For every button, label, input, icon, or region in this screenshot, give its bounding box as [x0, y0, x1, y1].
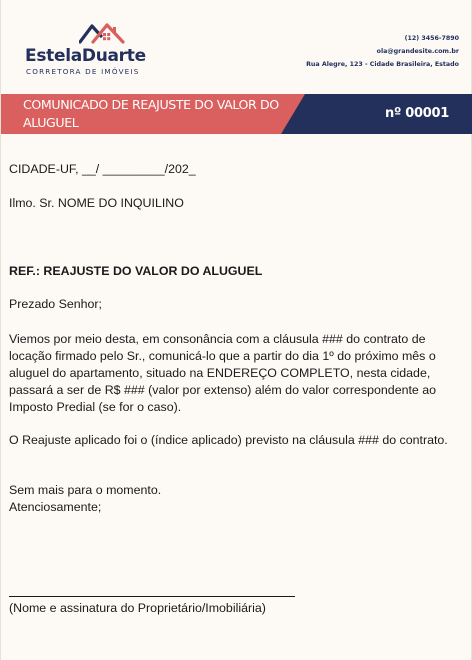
contact-address: Rua Alegre, 123 - Cidade Brasileira, Estado [306, 61, 459, 68]
banner-title: COMUNICADO DE REAJUSTE DO VALOR DO ALUGUEL [23, 97, 279, 130]
greeting-line: Prezado Senhor; [9, 297, 102, 311]
reference-line: REF.: REAJUSTE DO VALOR DO ALUGUEL [9, 264, 263, 278]
date-line: CIDADE-UF, __/ _________/202_ [9, 162, 196, 176]
brand-subtitle: CORRETORA DE IMÓVEIS [26, 67, 140, 76]
title-banner [1, 94, 472, 134]
body-paragraph-2: O Reajuste aplicado foi o (índice aplicado) previsto na cláusula ### do contrato. [9, 433, 448, 447]
contact-block [306, 32, 459, 71]
recipient-line: Ilmo. Sr. NOME DO INQUILINO [9, 196, 184, 210]
brand-name: EstelaDuarte [25, 46, 146, 66]
contact-email: ola@grandesite.com.br [376, 48, 459, 55]
closing-line: Sem mais para o momento. [9, 483, 162, 497]
sign-off-line: Atenciosamente; [9, 500, 102, 514]
body-paragraph-1: Viemos por meio desta, em consonância com a cláusula ### do contrato de locação firmado pelo Sr., comunicá-lo que a partir do dia 1º do próximo mês o aluguel do apartamento, situado na ENDEREÇO COMPLETO, nesta cidade, passará a ser de R$ ### (valor por extenso) além do valor correspondente ao Imposto Predial (se for o caso). [9, 332, 437, 414]
brand-logo [25, 22, 155, 82]
signature-line [9, 596, 295, 597]
document-number: nº 00001 [385, 106, 449, 121]
signature-caption: (Nome e assinatura do Proprietário/Imobiliária) [9, 601, 266, 615]
house-roof-icon [79, 22, 125, 44]
contact-phone: (12) 3456-7890 [404, 35, 459, 42]
